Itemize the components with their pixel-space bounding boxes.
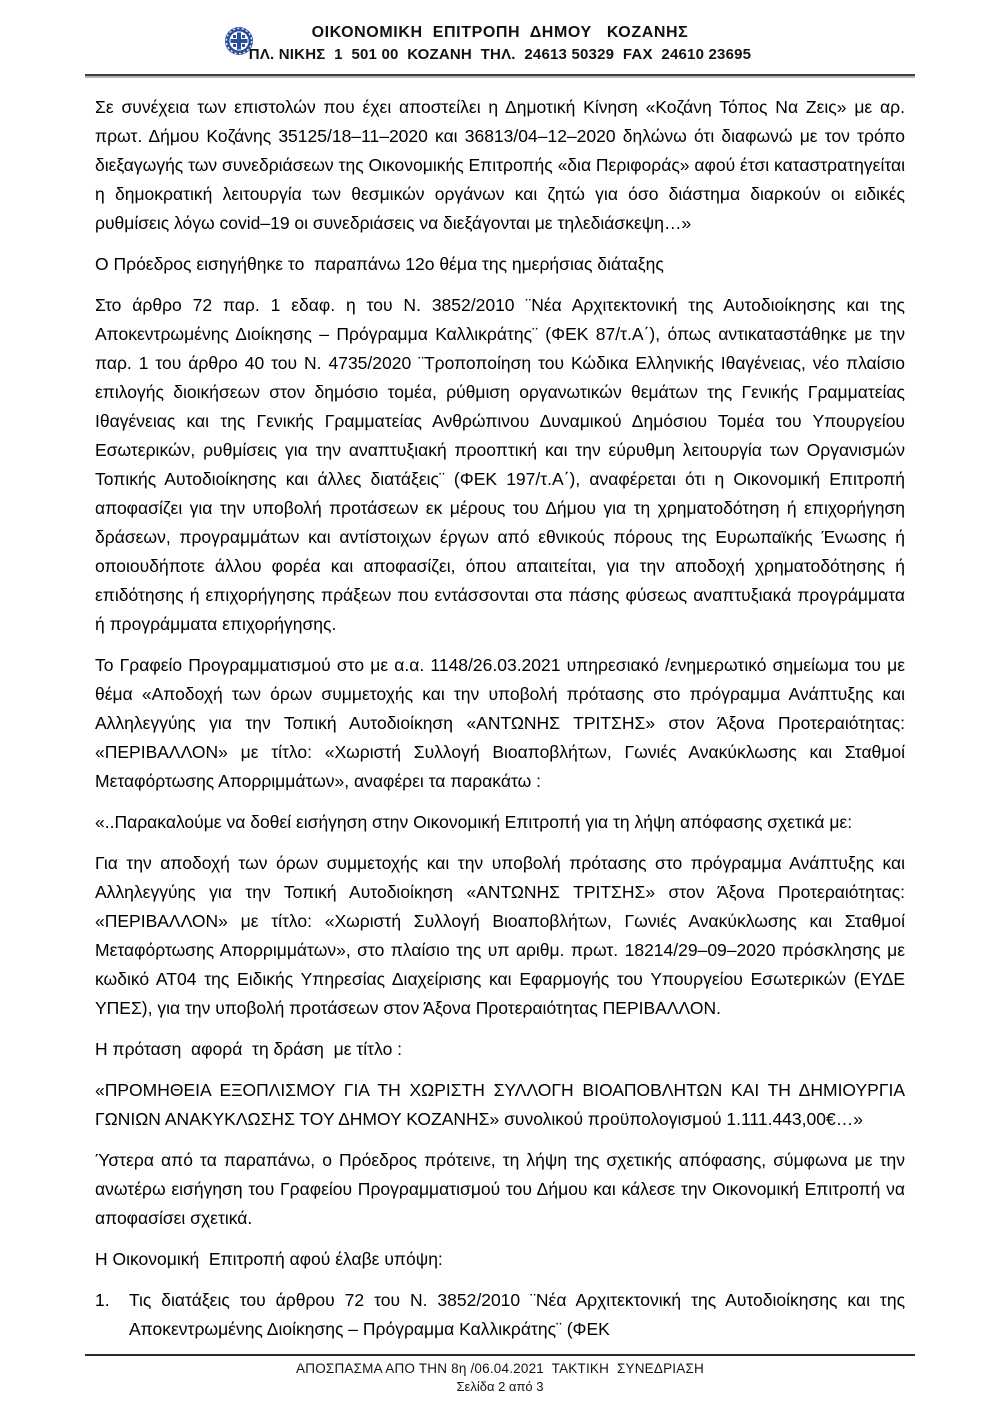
numbered-list-item-1 bbox=[95, 1286, 905, 1344]
header-address-phone: ΠΛ. ΝΙΚΗΣ 1 501 00 ΚΟΖΑΝΗ ΤΗΛ. 24613 50329 FAX 24610 23695 bbox=[248, 46, 752, 63]
footer-page-number: Σελίδα 2 από 3 bbox=[456, 1379, 544, 1394]
paragraph-programming-office-note: Το Γραφείο Προγραμματισμού στο με α.α. 1148/26.03.2021 υπηρεσιακό /ενημερωτικό σημείωμα του με θέμα «Αποδοχή των όρων συμμετοχής και την υποβολή πρότασης στο πρόγραμμα Ανάπτυξης και Αλληλεγγύης για την Τοπική Αυτοδιοίκηση «ΑΝΤΩΝΗΣ ΤΡΙΤΣΗΣ» στον Άξονα Προτεραιότητας: «ΠΕΡΙΒΑΛΛΟΝ» με τίτλο: «Χωριστή Συλλογή Βιοαποβλήτων, Γωνιές Ανακύκλωσης και Σταθμοί Μεταφόρτωσης Απορριμμάτων», αναφέρει τα παρακάτω : bbox=[95, 655, 905, 791]
document-body bbox=[95, 93, 905, 1345]
header-divider bbox=[85, 74, 915, 78]
paragraph-request-for-decision: «..Παρακαλούμε να δοθεί εισήγηση στην Οικονομική Επιτροπή για τη λήψη απόφασης σχετικά με: bbox=[95, 812, 853, 832]
footer-divider bbox=[85, 1354, 915, 1356]
paragraph-action-title-budget: «ΠΡΟΜΗΘΕΙΑ ΕΞΟΠΛΙΣΜΟΥ ΓΙΑ ΤΗ ΧΩΡΙΣΤΗ ΣΥΛΛΟΓΗ ΒΙΟΑΠΟΒΛΗΤΩΝ ΚΑΙ ΤΗ ΔΗΜΙΟΥΡΓΙΑ ΓΩΝΙΩΝ ΑΝΑΚΥΚΛΩΣΗΣ ΤΟΥ ΔΗΜΟΥ ΚΟΖΑΝΗΣ» συνολικού προϋπολογισμού 1.111.443,00€…» bbox=[95, 1080, 905, 1129]
paragraph-chairman-proposal: Ύστερα από τα παραπάνω, ο Πρόεδρος πρότεινε, τη λήψη της σχετικής απόφασης, σύμφωνα με την ανωτέρω εισήγηση του Γραφείου Προγραμματισμού του Δήμου και κάλεσε την Οικονομική Επιτροπή να αποφασίσει σχετικά. bbox=[95, 1150, 905, 1228]
header-title: ΟΙΚΟΝΟΜΙΚΗ ΕΠΙΤΡΟΠΗ ΔΗΜΟΥ ΚΟΖΑΝΗΣ bbox=[311, 24, 689, 41]
paragraph-letter-excerpt: Σε συνέχεια των επιστολών που έχει αποστείλει η Δημοτική Κίνηση «Κοζάνη Τόπος Να Ζεις» με αρ. πρωτ. Δήμου Κοζάνης 35125/18–11–2020 και 36813/04–12–2020 δηλώνω ότι διαφωνώ με τον τρόπο διεξαγωγής των συνεδριάσεων της Οικονομικής Επιτροπής «δια Περιφοράς» αφού έτσι καταστρατηγείται η δημοκρατική λειτουργία των θεσμικών οργάνων και ζητώ για όσο διάστημα διαρκούν οι ειδικές ρυθμίσεις λόγω covid–19 οι συνεδριάσεις να διεξάγονται με τηλεδιάσκεψη…» bbox=[95, 97, 905, 233]
paragraph-action-title-intro: Η πρόταση αφορά τη δράση με τίτλο : bbox=[95, 1039, 403, 1059]
paragraph-proposal-terms: Για την αποδοχή των όρων συμμετοχής και την υποβολή πρότασης στο πρόγραμμα Ανάπτυξης και Αλληλεγγύης για την Τοπική Αυτοδιοίκηση «ΑΝΤΩΝΗΣ ΤΡΙΤΣΗΣ» στον Άξονα Προτεραιότητας: «ΠΕΡΙΒΑΛΛΟΝ» με τίτλο: «Χωριστή Συλλογή Βιοαποβλήτων, Γωνιές Ανακύκλωσης και Σταθμοί Μεταφόρτωσης Απορριμμάτων», στο πλαίσιο της υπ αριθμ. πρωτ. 18214/29–09–2020 πρόσκλησης με κωδικό ΑΤ04 της Ειδικής Υπηρεσίας Διαχείρισης και Εφαρμογής του Υπουργείου Εσωτερικών (ΕΥΔΕ ΥΠΕΣ), για την υποβολή προτάσεων στον Άξονα Προτεραιότητας ΠΕΡΙΒΑΛΛΟΝ. bbox=[95, 853, 905, 1018]
list-item-text: Τις διατάξεις του άρθρου 72 του Ν. 3852/2010 ¨Νέα Αρχιτεκτονική της Αυτοδιοίκησης και της Αποκεντρωμένης Διοίκησης – Πρόγραμμα Καλλικράτης¨ (ΦΕΚ bbox=[129, 1290, 905, 1339]
paragraph-chairman-introduction: Ο Πρόεδρος εισηγήθηκε το παραπάνω 12ο θέμα της ημερήσιας διάταξης bbox=[95, 254, 664, 274]
footer-session-line: ΑΠΟΣΠΑΣΜΑ ΑΠΟ ΤΗΝ 8η /06.04.2021 ΤΑΚΤΙΚΗ ΣΥΝΕΔΡΙΑΣΗ bbox=[296, 1361, 704, 1376]
municipality-emblem-icon bbox=[224, 26, 254, 56]
page-footer bbox=[0, 1361, 1000, 1394]
paragraph-committee-considered: Η Οικονομική Επιτροπή αφού έλαβε υπόψη: bbox=[95, 1249, 443, 1269]
page-header bbox=[0, 24, 1000, 63]
paragraph-law-3852-provisions: Στο άρθρο 72 παρ. 1 εδαφ. η του Ν. 3852/2010 ¨Νέα Αρχιτεκτονική της Αυτοδιοίκησης και της Αποκεντρωμένης Διοίκησης – Πρόγραμμα Καλλικράτης¨ (ΦΕΚ 87/τ.Α΄), όπως αντικαταστάθηκε με την παρ. 1 του άρθρο 40 του Ν. 4735/2020 ¨Τροποποίηση του Κώδικα Ελληνικής Ιθαγένειας, νέο πλαίσιο επιλογής διοικήσεων στον δημόσιο τομέα, ρύθμιση οργανωτικών θεμάτων της Γενικής Γραμματείας Ιθαγένειας και της Γενικής Γραμματείας Ανθρώπινου Δυναμικού Δημόσιου Τομέα του Υπουργείου Εσωτερικών, ρυθμίσεις για την αναπτυξιακή προοπτική και την εύρυθμη λειτουργία των Οργανισμών Τοπικής Αυτοδιοίκησης και άλλες διατάξεις¨ (ΦΕΚ 197/τ.Α΄), αναφέρεται ότι η Οικονομική Επιτροπή αποφασίζει για την υποβολή προτάσεων εκ μέρους του Δήμου για τη χρηματοδότηση ή επιχορήγηση δράσεων, προγραμμάτων και αντίστοιχων έργων από εθνικούς πόρους της Ευρωπαϊκής Ένωσης ή οποιουδήποτε άλλου φορέα και αποφασίζει, όπου απαιτείται, για την αποδοχή χρηματοδότησης ή επιδότησης ή επιχορήγησης πράξεων που εντάσσονται στα πάσης φύσεως αναπτυξιακά προγράμματα ή προγράμματα επιχορήγησης. bbox=[95, 295, 905, 634]
list-item-number: 1. bbox=[95, 1290, 110, 1310]
